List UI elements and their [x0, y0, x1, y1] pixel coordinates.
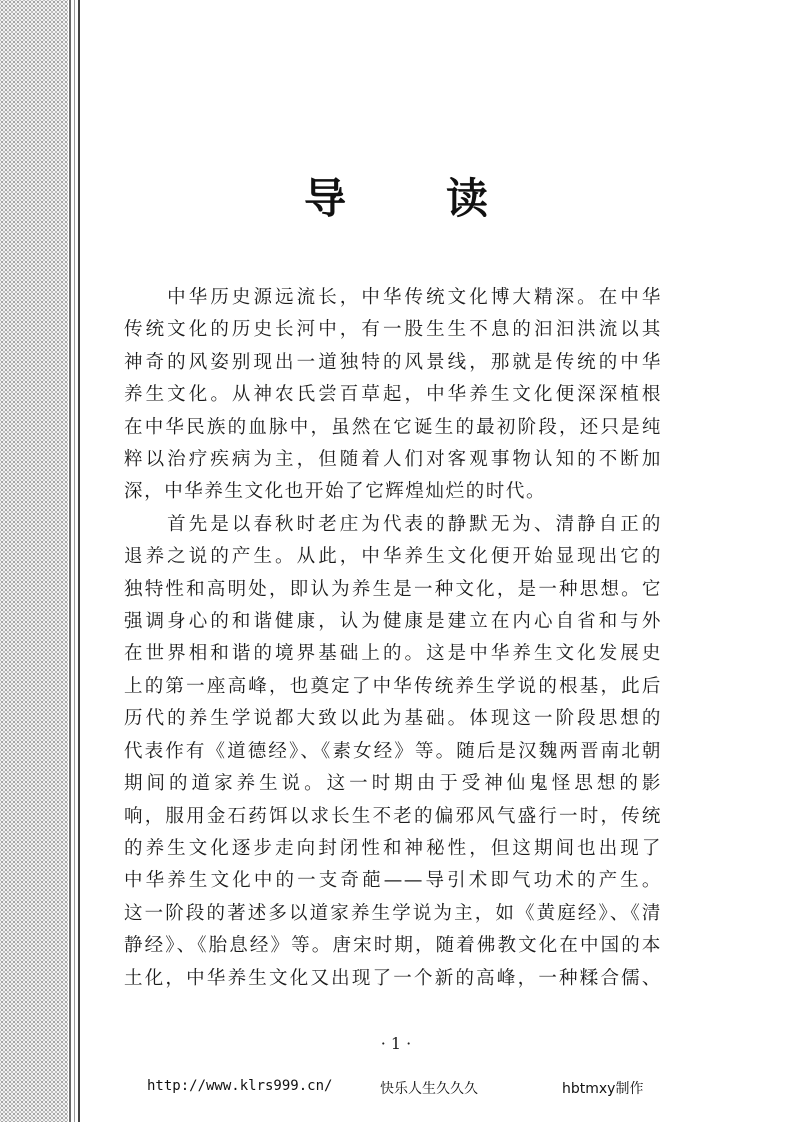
- page-title-char-1: 导: [303, 174, 346, 223]
- text-line: 响，服用金石药饵以求长生不老的偏邪风气盛行一时，传统: [124, 805, 662, 827]
- text-line: 期间的道家养生说。这一时期由于受神仙鬼怪思想的影: [124, 773, 662, 795]
- text-line: 在世界相和谐的境界基础上的。这是中华养生文化发展史: [124, 643, 662, 665]
- text-line: 首先是以春秋时老庄为代表的静默无为、清静自正的: [124, 513, 662, 535]
- page-title: [0, 166, 792, 226]
- page-number: · 1 ·: [380, 1034, 412, 1053]
- text-line: 粹以治疗疾病为主，但随着人们对客观事物认知的不断加: [124, 449, 662, 471]
- text-line: 深，中华养生文化也开始了它辉煌灿烂的时代。: [124, 481, 547, 503]
- text-line: 强调身心的和谐健康，认为健康是建立在内心自省和与外: [124, 611, 662, 633]
- footer-url: http://www.klrs999.cn/: [147, 1078, 333, 1094]
- page-title-char-2: 读: [446, 174, 489, 223]
- text-line: 的养生文化逐步走向封闭性和神秘性，但这期间也出现了: [124, 837, 662, 859]
- text-line: 在中华民族的血脉中，虽然在它诞生的最初阶段，还只是纯: [124, 416, 662, 438]
- text-line: 传统文化的历史长河中，有一股生生不息的汩汩洪流以其: [124, 319, 662, 341]
- text-line: 代表作有《道德经》、《素女经》等。随后是汉魏两晋南北朝: [124, 740, 662, 762]
- footer-slogan: 快乐人生久久久: [380, 1081, 478, 1097]
- text-line: 独特性和高明处，即认为养生是一种文化，是一种思想。它: [124, 578, 662, 600]
- text-line: 中华历史源远流长，中华传统文化博大精深。在中华: [124, 287, 662, 308]
- text-line: 中华养生文化中的一支奇葩——导引术即气功术的产生。: [124, 870, 662, 892]
- text-line: 上的第一座高峰，也奠定了中华传统养生学说的根基，此后: [124, 675, 662, 697]
- footer: [0, 1078, 792, 1102]
- text-line: 神奇的风姿别现出一道独特的风景线，那就是传统的中华: [124, 351, 662, 373]
- footer-credit: hbtmxy制作: [562, 1081, 644, 1097]
- text-line: 这一阶段的著述多以道家养生学说为主，如《黄庭经》、《清: [124, 902, 662, 924]
- text-line: 土化，中华养生文化又出现了一个新的高峰，一种糅合儒、: [124, 967, 662, 989]
- text-line: 历代的养生学说都大致以此为基础。体现这一阶段思想的: [124, 708, 662, 730]
- text-line: 静经》、《胎息经》等。唐宋时期，随着佛教文化在中国的本: [124, 935, 662, 957]
- body-text: [124, 282, 662, 995]
- text-line: 养生文化。从神农氏尝百草起，中华养生文化便深深植根: [124, 384, 662, 406]
- text-line: 退养之说的产生。从此，中华养生文化便开始显现出它的: [124, 546, 662, 568]
